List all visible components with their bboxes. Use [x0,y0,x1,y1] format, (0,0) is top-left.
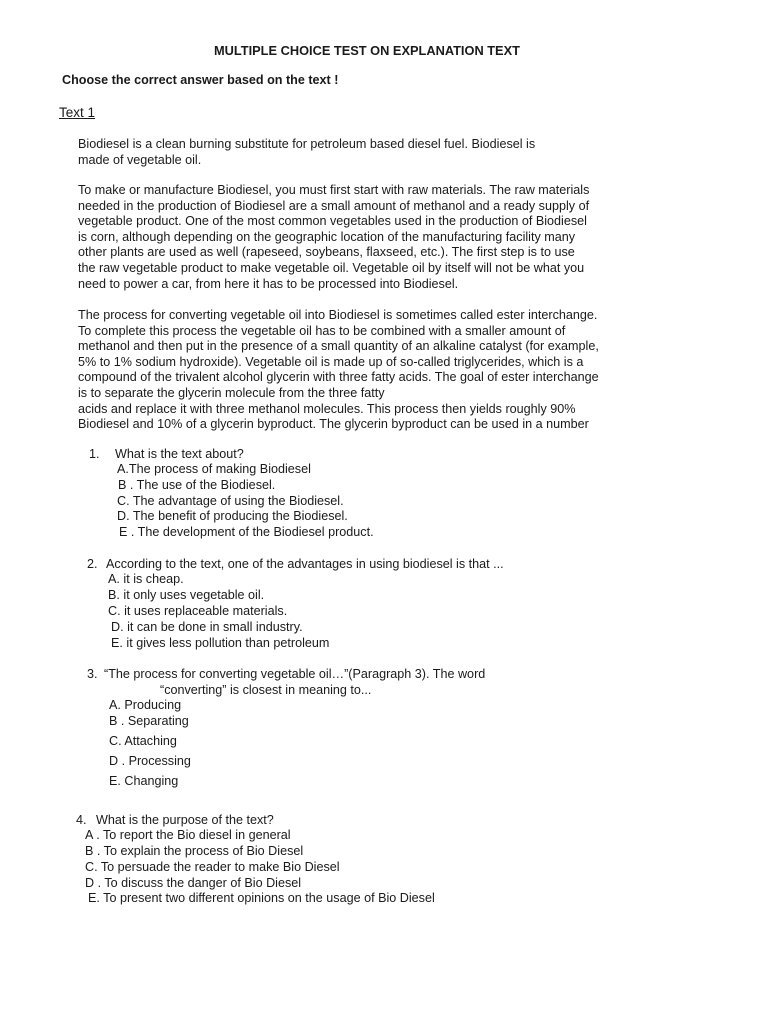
option-b: B. it only uses vegetable oil. [108,588,265,602]
option-c: C. Attaching [109,734,177,748]
option-e: E . The development of the Biodiesel product. [119,525,374,539]
paragraph-line: acids and replace it with three methanol molecules. This process then yields roughly 90% [78,401,576,416]
option-c: C. The advantage of using the Biodiesel. [117,494,344,508]
paragraph-line: other plants are used as well (rapeseed, soybeans, flaxseed, etc.). The first step is to use [78,245,575,260]
instruction: Choose the correct answer based on the text ! [62,73,339,87]
paragraph-line: is to separate the glycerin molecule from the three fatty [78,385,385,400]
option-a: A.The process of making Biodiesel [117,462,311,476]
option-d: D. The benefit of producing the Biodiesel. [117,509,348,523]
paragraph-3 [78,308,678,433]
option-e: E. Changing [109,774,179,788]
option-d: D. it can be done in small industry. [111,620,303,634]
paragraph-1 [78,137,678,168]
text-label: Text 1 [59,105,96,120]
paragraph-line: made of vegetable oil. [78,152,202,167]
question-stem: What is the purpose of the text? [96,813,274,827]
option-a: A. Producing [109,698,182,712]
question-stem: “converting” is closest in meaning to... [160,683,372,697]
option-c: C. To persuade the reader to make Bio Diesel [85,860,340,874]
paragraph-line: Biodiesel is a clean burning substitute for petroleum based diesel fuel. Biodiesel is [78,137,536,151]
option-d: D . Processing [109,754,191,768]
paragraph-line: To make or manufacture Biodiesel, you must first start with raw materials. The raw materials [78,183,590,197]
paragraph-line: need to power a car, from here it has to be processed into Biodiesel. [78,276,459,291]
option-c: C. it uses replaceable materials. [108,604,288,618]
paragraph-line: 5% to 1% sodium hydroxide). Vegetable oil is made up of so-called triglycerides, which is a [78,354,584,369]
question-stem: “The process for converting vegetable oil…”(Paragraph 3). The word [104,667,486,681]
paragraph-line: the raw vegetable product to make vegetable oil. Vegetable oil by itself will not be what you [78,260,585,275]
page-title: MULTIPLE CHOICE TEST ON EXPLANATION TEXT [214,43,520,58]
paragraph-line: compound of the trivalent alcohol glycerin with three fatty acids. The goal of ester interchange [78,370,599,385]
question-number: 4. [76,813,87,827]
option-d: D . To discuss the danger of Bio Diesel [85,876,302,890]
option-a: A . To report the Bio diesel in general [85,828,291,842]
paragraph-line: is corn, although depending on the geographic location of the manufacturing facility many [78,229,576,244]
option-b: B . The use of the Biodiesel. [118,478,276,492]
option-a: A. it is cheap. [108,572,184,586]
question-stem: According to the text, one of the advantages in using biodiesel is that ... [106,557,504,571]
question-stem: What is the text about? [115,447,244,461]
option-e: E. it gives less pollution than petroleum [111,636,330,650]
paragraph-line: To complete this process the vegetable oil has to be combined with a smaller amount of [78,323,566,338]
paragraph-line: Biodiesel and 10% of a glycerin byproduct. The glycerin byproduct can be used in a number [78,417,589,432]
option-e: E. To present two different opinions on the usage of Bio Diesel [88,891,435,905]
question-number: 1. [89,447,100,461]
option-b: B . Separating [109,714,189,728]
paragraph-line: methanol and then put in the presence of a small quantity of an alkaline catalyst (for example, [78,339,599,354]
question-number: 3. [87,667,98,681]
paragraph-2 [78,183,678,292]
paragraph-line: vegetable product. One of the most common vegetables used in the production of Biodiesel [78,214,587,229]
question-number: 2. [87,557,98,571]
paragraph-line: needed in the production of Biodiesel are a small amount of methanol and a ready supply of [78,198,590,213]
option-b: B . To explain the process of Bio Diesel [85,844,304,858]
paragraph-line: The process for converting vegetable oil into Biodiesel is sometimes called ester interchange. [78,308,598,322]
